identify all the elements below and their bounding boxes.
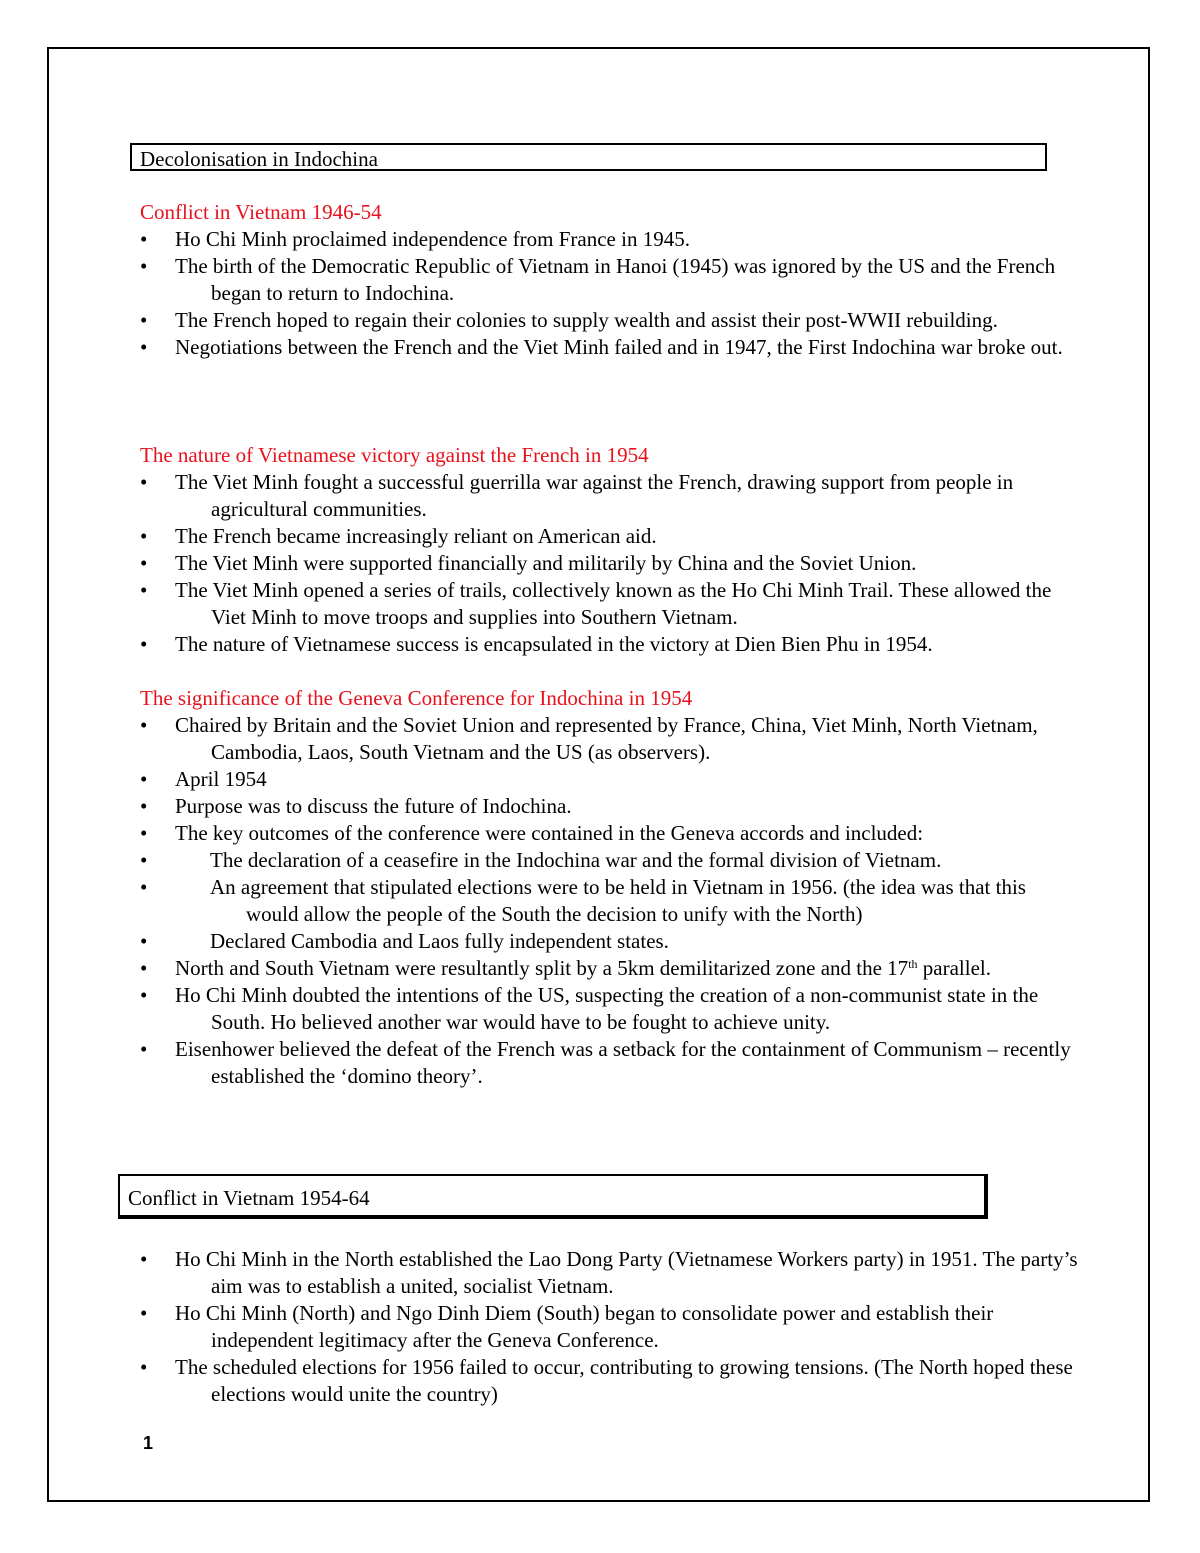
- list-item: [140, 712, 1080, 766]
- bullet-list: [140, 226, 1080, 361]
- list-item-text: Negotiations between the French and the Viet Minh failed and in 1947, the First Indochina war broke out.: [175, 335, 1063, 359]
- bullet-icon: •: [140, 632, 148, 656]
- list-item-text: The Viet Minh opened a series of trails, collectively known as the Ho Chi Minh Trail. These allowed the Viet Minh to move troops and supplies into Southern Vietnam.: [175, 578, 1052, 629]
- list-item: [140, 631, 1080, 658]
- list-item: [140, 307, 1080, 334]
- list-item-text: Ho Chi Minh in the North established the Lao Dong Party (Vietnamese Workers party) in 1951. The party’s aim was to establish a united, socialist Vietnam.: [175, 1247, 1078, 1298]
- list-item-text: Purpose was to discuss the future of Indochina.: [175, 794, 572, 818]
- section-conflict-1954-64: [140, 1246, 1080, 1408]
- list-item-text: Chaired by Britain and the Soviet Union and represented by France, China, Viet Minh, North Vietnam, Cambodia, Laos, South Vietnam and the US (as observers).: [175, 713, 1038, 764]
- list-item-text: The Viet Minh were supported financially and militarily by China and the Soviet Union.: [175, 551, 917, 575]
- list-item-text: Ho Chi Minh (North) and Ngo Dinh Diem (South) began to consolidate power and establish their independent legitimacy after the Geneva Conference.: [175, 1301, 994, 1352]
- page-number: 1: [143, 1433, 154, 1453]
- bullet-icon: •: [140, 848, 148, 872]
- sub-list-item: [140, 847, 1080, 874]
- list-item: [140, 982, 1080, 1036]
- list-item-text: An agreement that stipulated elections were to be held in Vietnam in 1956. (the idea was that this would allow the people of the South the decision to unify with the North): [210, 875, 1026, 926]
- bullet-icon: •: [140, 1037, 148, 1061]
- section-heading: The nature of Vietnamese victory against the French in 1954: [140, 443, 649, 467]
- bullet-icon: •: [140, 794, 148, 818]
- list-item: [140, 334, 1080, 361]
- bullet-icon: •: [140, 1301, 148, 1325]
- bullet-icon: •: [140, 956, 148, 980]
- list-item: [140, 469, 1080, 523]
- bullet-icon: •: [140, 713, 148, 737]
- section-heading: The significance of the Geneva Conference for Indochina in 1954: [140, 686, 693, 710]
- title-box-conflict-1954-64: [118, 1174, 988, 1219]
- bullet-icon: •: [140, 335, 148, 359]
- list-item-text: The scheduled elections for 1956 failed to occur, contributing to growing tensions. (The North hoped these elections would unite the country): [175, 1355, 1073, 1406]
- list-item-text: The French became increasingly reliant on American aid.: [175, 524, 657, 548]
- section-conflict-1946-54: [140, 199, 1080, 361]
- superscript-th: th: [908, 957, 918, 971]
- list-item: [140, 577, 1080, 631]
- list-item: [140, 766, 1080, 793]
- list-item: [140, 1246, 1080, 1300]
- bullet-icon: •: [140, 227, 148, 251]
- bullet-icon: •: [140, 308, 148, 332]
- list-item-text: Ho Chi Minh proclaimed independence from France in 1945.: [175, 227, 690, 251]
- title-text: Conflict in Vietnam 1954-64: [128, 1186, 370, 1210]
- list-item: [140, 226, 1080, 253]
- list-item: [140, 1036, 1080, 1090]
- bullet-icon: •: [140, 767, 148, 791]
- bullet-icon: •: [140, 821, 148, 845]
- bullet-list: [140, 1246, 1080, 1408]
- list-item: [140, 1300, 1080, 1354]
- list-item: [140, 550, 1080, 577]
- list-item-text: Ho Chi Minh doubted the intentions of the US, suspecting the creation of a non-communist state in the South. Ho believed another war would have to be fought to achieve unity.: [175, 983, 1039, 1034]
- list-item-text: April 1954: [175, 767, 267, 791]
- section-heading: Conflict in Vietnam 1946-54: [140, 200, 382, 224]
- bullet-icon: •: [140, 1355, 148, 1379]
- list-item: [140, 253, 1080, 307]
- bullet-icon: •: [140, 1247, 148, 1271]
- bullet-list: [140, 712, 1080, 1090]
- list-item-text: The French hoped to regain their colonies to supply wealth and assist their post-WWII rebuilding.: [175, 308, 998, 332]
- list-item-text: The birth of the Democratic Republic of Vietnam in Hanoi (1945) was ignored by the US and the French began to return to Indochina.: [175, 254, 1056, 305]
- bullet-icon: •: [140, 578, 148, 602]
- list-item: [140, 955, 1080, 982]
- bullet-icon: •: [140, 524, 148, 548]
- list-item: [140, 1354, 1080, 1408]
- list-item-text: The declaration of a ceasefire in the Indochina war and the formal division of Vietnam.: [210, 848, 942, 872]
- bullet-icon: •: [140, 929, 148, 953]
- list-item-text: North and South Vietnam were resultantly split by a 5km demilitarized zone and the 17: [175, 956, 909, 980]
- list-item-text: Eisenhower believed the defeat of the French was a setback for the containment of Communism – recently established the ‘domino theory’.: [175, 1037, 1071, 1088]
- list-item-text: Declared Cambodia and Laos fully independent states.: [210, 929, 669, 953]
- list-item: [140, 820, 1080, 847]
- list-item-text-continued: parallel.: [922, 956, 991, 980]
- bullet-icon: •: [140, 254, 148, 278]
- bullet-icon: •: [140, 983, 148, 1007]
- title-text: Decolonisation in Indochina: [140, 147, 378, 171]
- list-item-text: The key outcomes of the conference were contained in the Geneva accords and included:: [175, 821, 924, 845]
- list-item-text: The nature of Vietnamese success is encapsulated in the victory at Dien Bien Phu in 1954.: [175, 632, 933, 656]
- section-geneva-conference: [140, 685, 1080, 1090]
- sub-list-item: [140, 928, 1080, 955]
- list-item-text: The Viet Minh fought a successful guerrilla war against the French, drawing support from people in agricultural communities.: [175, 470, 1014, 521]
- title-box-decolonisation: [130, 143, 1047, 171]
- section-nature-of-victory: [140, 442, 1080, 658]
- bullet-icon: •: [140, 470, 148, 494]
- list-item: [140, 793, 1080, 820]
- bullet-icon: •: [140, 551, 148, 575]
- sub-list-item: [140, 874, 1080, 928]
- bullet-list: [140, 469, 1080, 658]
- bullet-icon: •: [140, 875, 148, 899]
- list-item: [140, 523, 1080, 550]
